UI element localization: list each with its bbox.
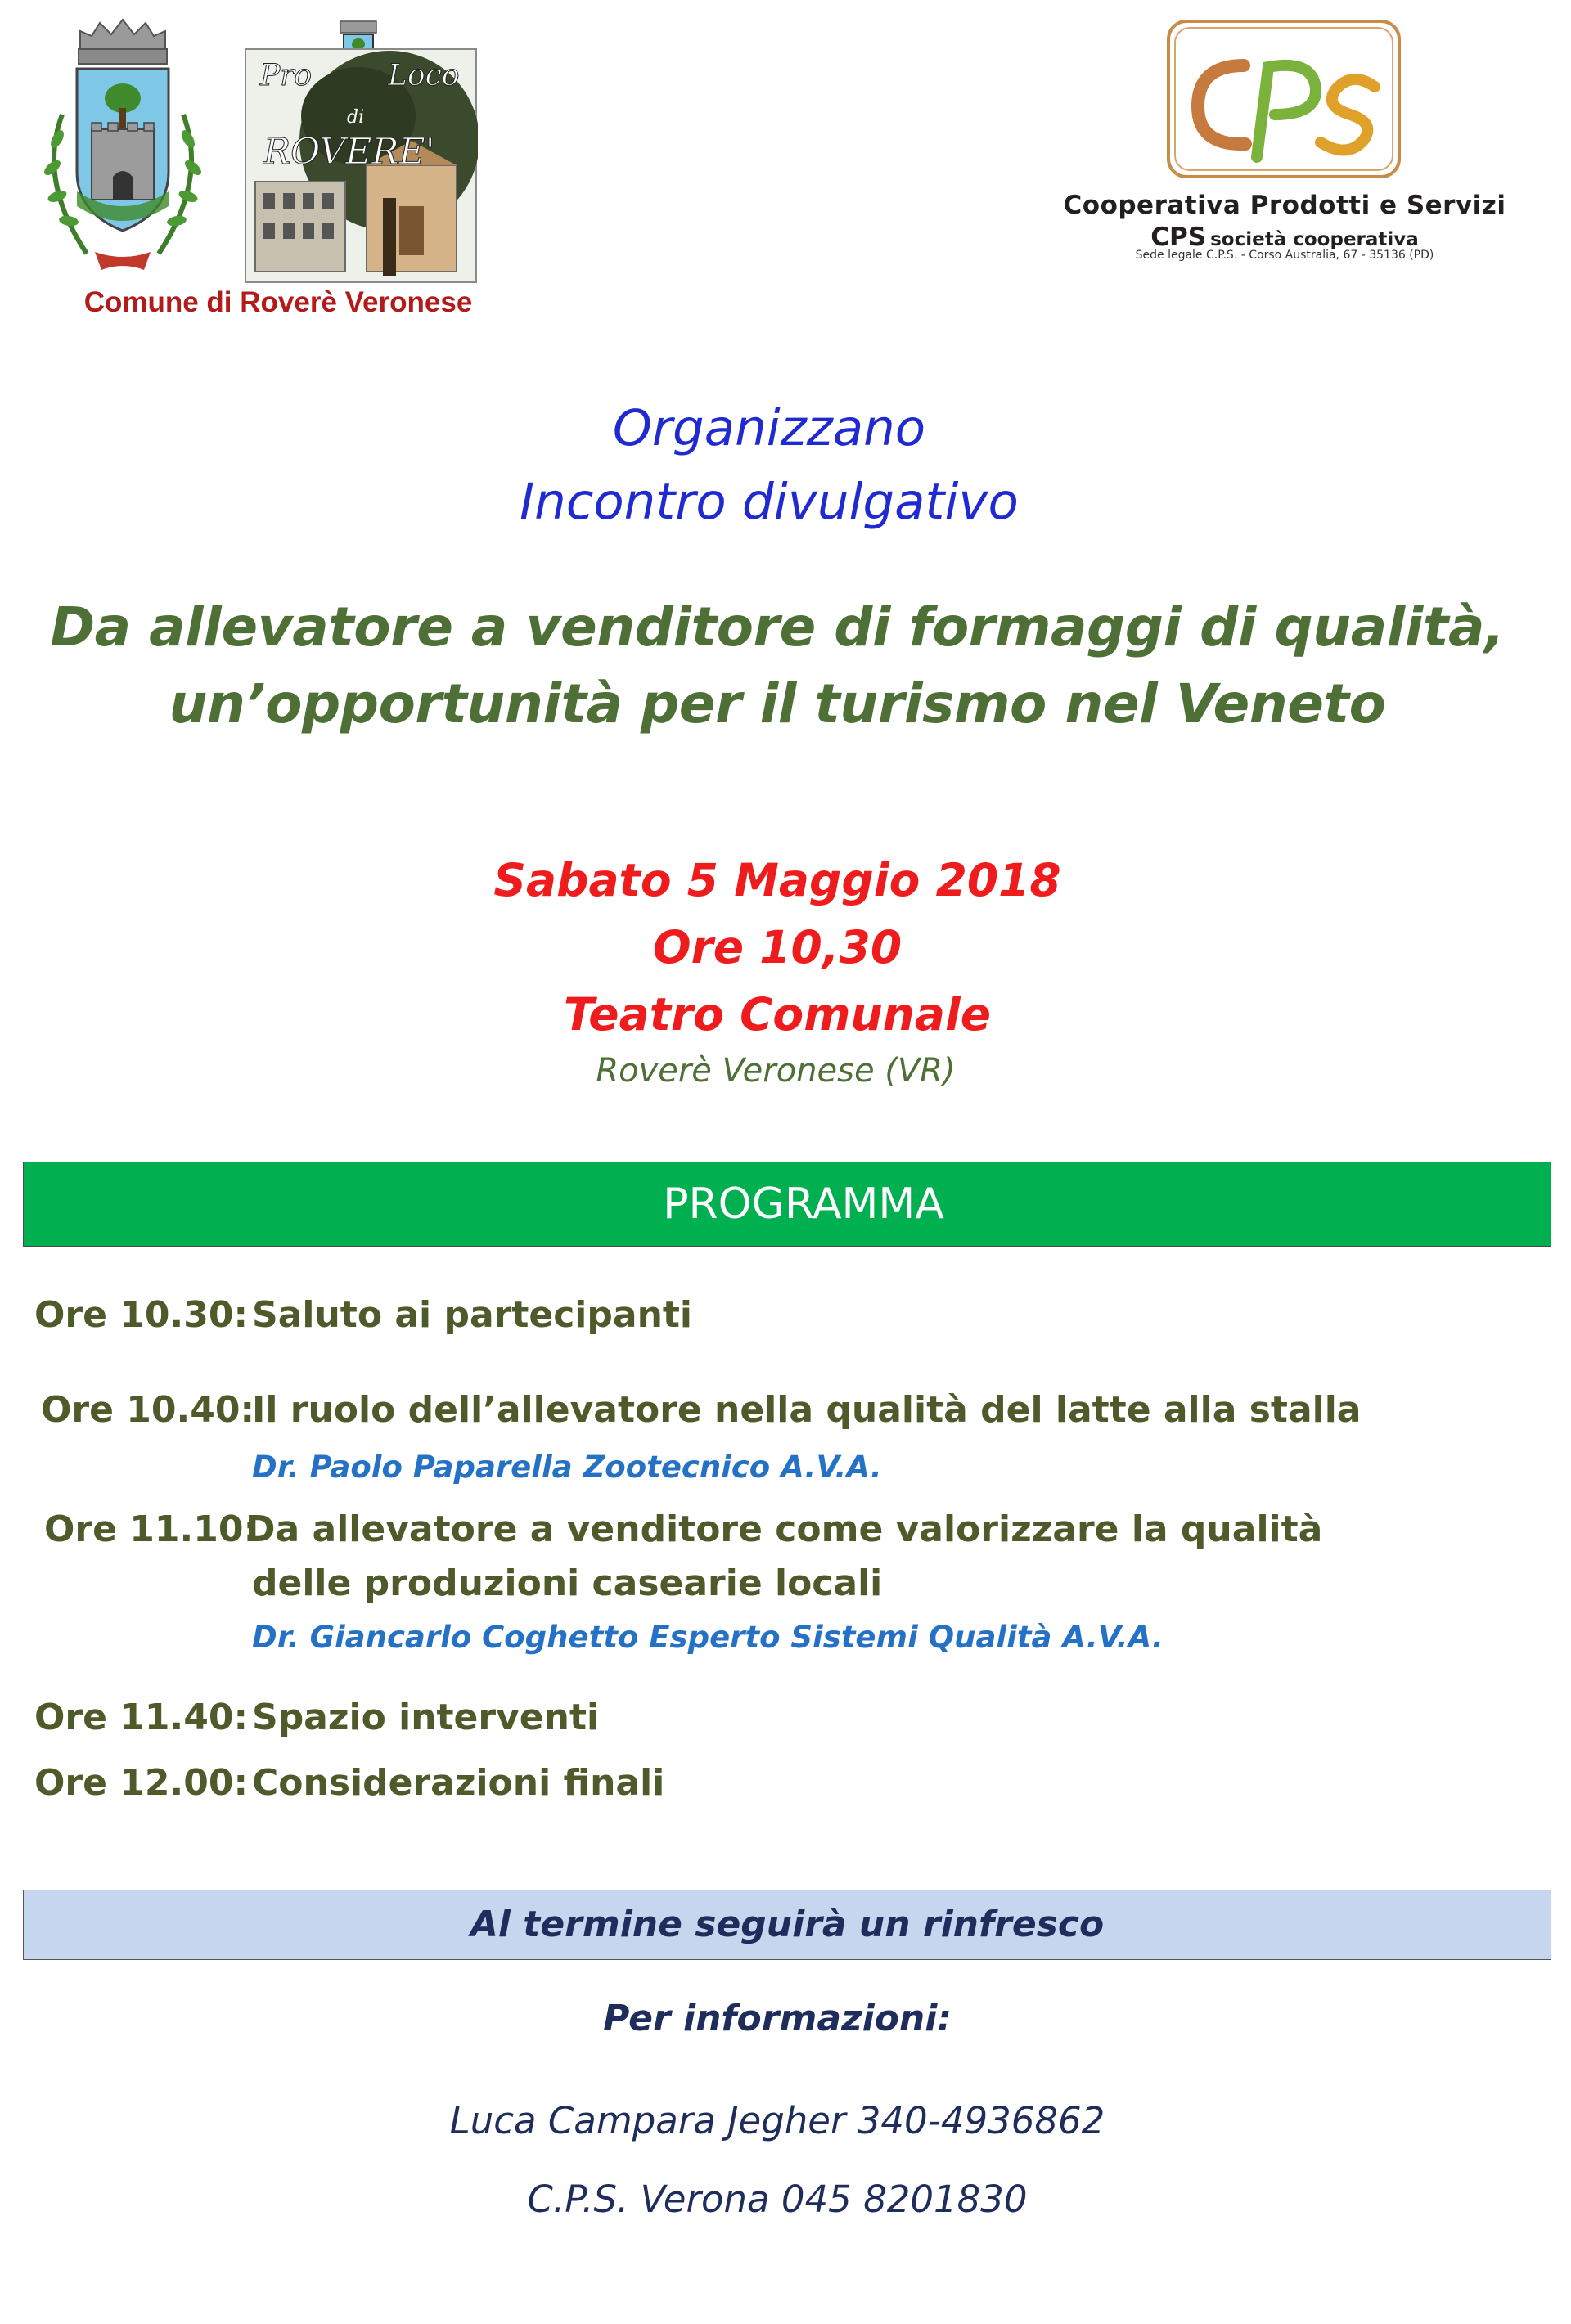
program-item-4-time: Ore 11.40: bbox=[34, 1697, 249, 1738]
program-item-3-speaker: Dr. Giancarlo Coghetto Esperto Sistemi Qualità A.V.A. bbox=[252, 1620, 1164, 1655]
proloco-rovere-logo bbox=[244, 18, 478, 284]
program-item-1-time: Ore 10.30: bbox=[34, 1294, 249, 1336]
cps-logo-mark bbox=[1165, 18, 1402, 180]
contact-line-1: Luca Campara Jegher 340-4936862 bbox=[449, 2099, 1105, 2142]
program-item-2-speaker: Dr. Paolo Paparella Zootecnico A.V.A. bbox=[252, 1450, 882, 1485]
program-item-2-time: Ore 10.40: bbox=[41, 1389, 255, 1431]
proloco-text-di: di bbox=[347, 107, 365, 128]
event-date: Sabato 5 Maggio 2018 bbox=[493, 854, 1061, 906]
comune-coat-of-arms-logo bbox=[29, 16, 216, 286]
main-title-line-2: un’opportunità per il turismo nel Veneto bbox=[169, 672, 1386, 735]
program-item-5-time: Ore 12.00: bbox=[34, 1762, 249, 1804]
program-item-4-text: Spazio interventi bbox=[252, 1697, 600, 1738]
cps-abbreviation: CPS bbox=[1150, 223, 1207, 252]
comune-caption: Comune di Roverè Veronese bbox=[83, 286, 473, 318]
program-item-1-text: Saluto ai partecipanti bbox=[252, 1294, 693, 1336]
main-title-line-1: Da allevatore a venditore di formaggi di qualità, bbox=[50, 596, 1505, 659]
organizzano-line: Organizzano bbox=[612, 399, 926, 457]
programma-heading: PROGRAMMA bbox=[663, 1180, 944, 1229]
program-item-2-text: Il ruolo dell’allevatore nella qualità del latte alla stalla bbox=[252, 1389, 1362, 1431]
event-venue: Teatro Comunale bbox=[563, 988, 992, 1041]
programma-band bbox=[23, 1162, 1551, 1247]
proloco-text-rovere: ROVERE' bbox=[263, 131, 435, 173]
contact-line-2: C.P.S. Verona 045 8201830 bbox=[527, 2178, 1028, 2221]
cps-mark-text: CPS bbox=[1165, 18, 1167, 19]
cps-society-type: società cooperativa bbox=[1210, 229, 1419, 250]
refreshment-text: Al termine seguirà un rinfresco bbox=[470, 1904, 1105, 1945]
program-item-3-text: Da allevatore a venditore come valorizzare la qualità bbox=[245, 1508, 1323, 1550]
info-title: Per informazioni: bbox=[603, 1998, 952, 2039]
refreshment-band bbox=[23, 1890, 1551, 1960]
cps-address: Sede legale C.P.S. - Corso Australia, 67 - 35136 (PD) bbox=[1135, 249, 1434, 262]
program-item-5-text: Considerazioni finali bbox=[252, 1762, 665, 1804]
cps-subtitle bbox=[1015, 223, 1555, 252]
cps-company-name: Cooperativa Prodotti e Servizi bbox=[1063, 191, 1506, 220]
event-type-line: Incontro divulgativo bbox=[520, 473, 1019, 531]
event-place: Roverè Veronese (VR) bbox=[596, 1052, 956, 1090]
event-time: Ore 10,30 bbox=[652, 921, 903, 973]
program-item-3-time: Ore 11.10: bbox=[44, 1508, 259, 1550]
program-item-3-text-cont: delle produzioni casearie locali bbox=[252, 1562, 883, 1604]
proloco-text-loco: Loco bbox=[388, 59, 460, 92]
proloco-text-pro: Pro bbox=[260, 59, 313, 92]
